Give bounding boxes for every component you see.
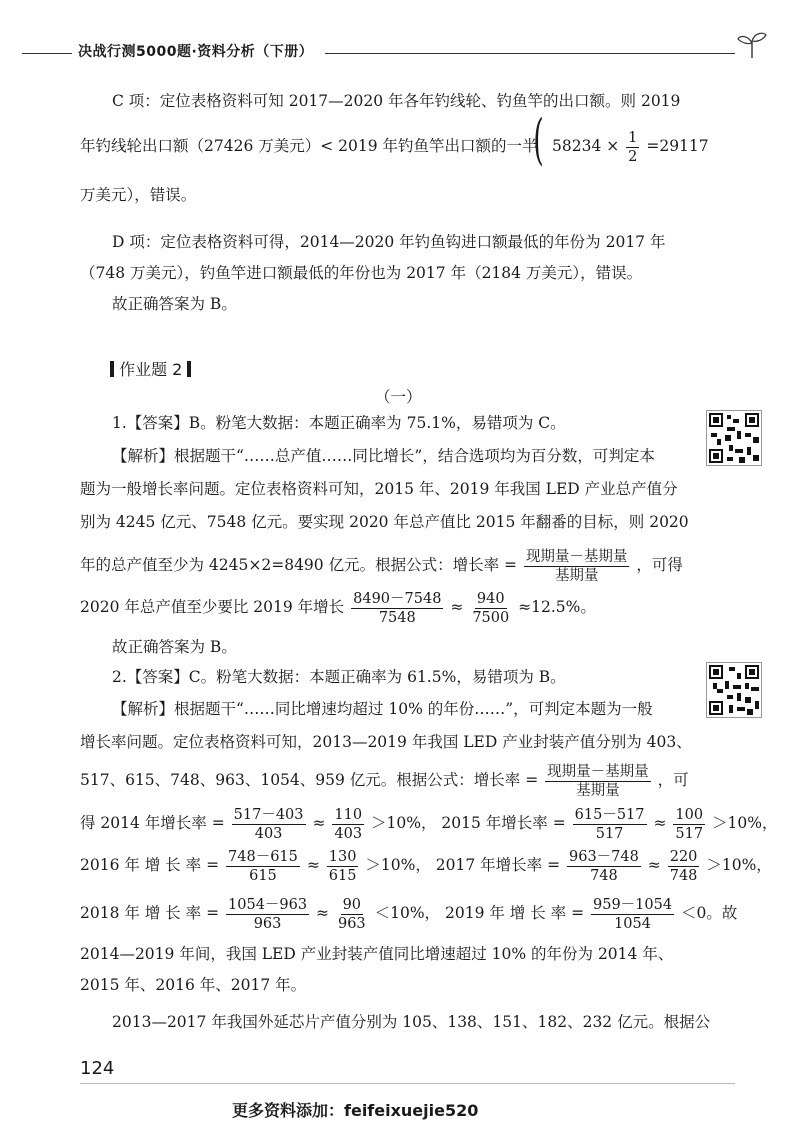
qr-pattern-icon: [707, 411, 761, 465]
fraction-numerator: 现期量－基期量: [547, 763, 649, 780]
fraction-denominator: 2: [628, 148, 638, 165]
q2-calc-row-3: [80, 893, 737, 933]
open-paren-glyph: (: [533, 108, 544, 171]
fraction-denominator: 963: [337, 915, 366, 932]
q1-formula-lead: 年的总产值至少为 4245×2=8490 亿元。根据公式：增长率 =: [80, 556, 517, 574]
growth-rate-formula: [524, 548, 630, 585]
heading-bar-right: [187, 361, 191, 377]
fraction-2015-approx: [673, 806, 705, 843]
fraction-denominator: 7548: [378, 609, 416, 626]
fraction-numerator: 615－517: [574, 806, 645, 823]
qr-code-icon[interactable]: [706, 410, 762, 466]
fraction-numerator: 1054－963: [228, 896, 308, 913]
fraction-2016-approx: [327, 848, 359, 885]
fraction-denominator: 748: [669, 867, 698, 884]
approx-sign: ≈: [316, 904, 330, 922]
fraction-2017-exact: [567, 848, 641, 885]
year-2017-label: 2017 年增长率 =: [435, 856, 561, 874]
footer-rule: [80, 1083, 735, 1084]
q1-analysis-line-3: 别为 4245 亿元、7548 亿元。要实现 2020 年总产值比 2015 年翻番的目标，则 2020: [80, 513, 689, 531]
q2-answer-line: 2.【答案】C。粉笔大数据：本题正确率为 61.5%，易错项为 B。: [112, 668, 566, 686]
growth-rate-formula: [545, 763, 651, 800]
qr-code-icon[interactable]: [706, 662, 762, 718]
year-2016-label: 2016 年 增 长 率 =: [80, 856, 220, 874]
comparison-2016: ＞10%，: [365, 856, 431, 874]
comparison-2018: ＜10%，: [374, 904, 441, 922]
fraction-denominator: 403: [334, 825, 363, 842]
q1-fraction-exact: [351, 590, 443, 627]
q1-analysis-line-5: [80, 587, 596, 627]
section-label: （一）: [375, 388, 422, 406]
qr-pattern-icon: [707, 663, 761, 717]
fraction-numerator: 748－615: [228, 848, 298, 865]
fraction-2014-approx: [332, 806, 364, 843]
q1-calc-result: ≈12.5%。: [518, 598, 596, 616]
fraction-numerator: 90: [342, 896, 362, 913]
q2-calc-row-2: [80, 845, 772, 885]
fraction-denominator: 1054: [614, 915, 651, 932]
fraction-numerator: 8490－7548: [353, 590, 442, 607]
fraction-denominator: 517: [675, 825, 704, 842]
approx-sign: ≈: [653, 814, 667, 832]
q2-calc-row-1: [80, 803, 777, 843]
para-c-line-1: C 项：定位表格资料可知 2017—2020 年各年钓线轮、钓鱼竿的出口额。则 2019: [112, 92, 681, 110]
header-rule-left: [22, 53, 72, 54]
comparison-2014: ＞10%，: [371, 814, 437, 832]
q2-analysis-line-2: 增长率问题。定位表格资料可知，2013—2019 年我国 LED 产业封装产值分别为 403、: [80, 733, 692, 751]
fraction-2018-exact: [226, 896, 309, 933]
approx-sign: ≈: [647, 856, 661, 874]
fraction-denominator: 基期量: [554, 567, 599, 584]
q2-formula-tail: ，可: [657, 771, 689, 789]
sprout-icon: [735, 30, 769, 60]
q1-analysis-line-1: 【解析】根据题干“……总产值……同比增长”，结合选项均为百分数，可判定本: [112, 447, 655, 465]
para-c-formula-base: 58234 ×: [552, 137, 620, 155]
fraction-numerator: 110: [334, 806, 363, 823]
fraction-denominator: 403: [254, 825, 283, 842]
homework-heading-text: 作业题 2: [119, 360, 183, 379]
q2-conclusion-line-2: 2015 年、2016 年、2017 年。: [80, 976, 307, 994]
fraction-2015-exact: [573, 806, 647, 843]
q1-analysis-line-4: [80, 545, 683, 585]
para-c-line-2-text: 年钓线轮出口额（27426 万美元）< 2019 年钓鱼竿出口额的一半: [80, 137, 538, 155]
q1-analysis-line-2: 题为一般增长率问题。定位表格资料可知，2015 年、2019 年我国 LED 产业总产值分: [80, 480, 678, 498]
para-d-answer: 故正确答案为 B。: [112, 295, 237, 313]
fraction-denominator: 748: [590, 867, 618, 884]
fraction-2017-approx: [668, 848, 700, 885]
year-2014-label: 得 2014 年增长率 =: [80, 814, 225, 832]
fraction-denominator: 基期量: [576, 782, 620, 799]
heading-bar-left: [110, 361, 114, 377]
fraction-numerator: 现期量－基期量: [525, 548, 628, 565]
q2-analysis-line-3: [80, 760, 689, 800]
para-c-line-3: 万美元），错误。: [80, 186, 197, 204]
fraction-denominator: 7500: [472, 609, 510, 626]
page-number: 124: [80, 1058, 115, 1079]
approx-sign: ≈: [312, 814, 326, 832]
year-2015-label: 2015 年增长率 =: [441, 814, 566, 832]
q2-conclusion-line-1: 2014—2019 年间，我国 LED 产业封装产值同比增速超过 10% 的年份为 2014 年、: [80, 945, 674, 963]
fraction-denominator: 615: [328, 867, 357, 884]
fraction-numerator: 517－403: [233, 806, 304, 823]
q1-calc-lead: 2020 年总产值至少要比 2019 年增长: [80, 598, 345, 616]
fraction-2018-approx: [336, 896, 368, 933]
header-rule-right: [325, 53, 735, 54]
comparison-2019: ＜0。故: [681, 904, 738, 922]
q2-analysis-line-1: 【解析】根据题干“……同比增速均超过 10% 的年份……”，可判定本题为一般: [112, 700, 653, 718]
half-fraction: [626, 129, 639, 166]
fraction-denominator: 963: [253, 915, 282, 932]
fraction-numerator: 220: [669, 848, 698, 865]
fraction-numerator: 959－1054: [593, 896, 673, 913]
para-c-formula-result: =29117: [646, 137, 709, 155]
approx-sign: ≈: [450, 598, 464, 616]
fraction-2016-exact: [226, 848, 300, 885]
running-header-title: 决战行测5000题·资料分析（下册）: [78, 44, 314, 60]
fraction-numerator: 963－748: [569, 848, 639, 865]
comparison-2017: ＞10%，: [706, 856, 772, 874]
fraction-numerator: 130: [328, 848, 357, 865]
q1-formula-tail: ，可得: [636, 556, 683, 574]
fraction-numerator: 100: [675, 806, 704, 823]
q1-answer: 故正确答案为 B。: [112, 638, 237, 656]
year-2018-label: 2018 年 增 长 率 =: [80, 904, 220, 922]
para-d-line-1: D 项：定位表格资料可得，2014—2020 年钓鱼钩进口额最低的年份为 2017 年: [112, 233, 666, 251]
para-c-formula: [552, 126, 709, 166]
year-2019-label: 2019 年 增 长 率 =: [444, 904, 585, 922]
homework-heading: [110, 357, 191, 380]
approx-sign: ≈: [306, 856, 320, 874]
para-c-line-2: [80, 135, 538, 157]
q1-fraction-approx: [470, 590, 511, 627]
footer-contact-text: 更多资料添加：feifeixuejie520: [232, 1101, 479, 1120]
fraction-numerator: 1: [628, 129, 638, 146]
para-d-line-2: （748 万美元），钓鱼竿进口额最低的年份也为 2017 年（2184 万美元），错误。: [80, 264, 643, 282]
fraction-2014-exact: [232, 806, 306, 843]
comparison-2015: ＞10%，: [712, 814, 778, 832]
fraction-2019-exact: [591, 896, 674, 933]
fraction-denominator: 517: [595, 825, 624, 842]
fraction-numerator: 940: [476, 590, 505, 607]
fraction-denominator: 615: [249, 867, 277, 884]
q1-answer-line: 1.【答案】B。粉笔大数据：本题正确率为 75.1%，易错项为 C。: [112, 414, 566, 432]
q2-continuation-line: 2013—2017 年我国外延芯片产值分别为 105、138、151、182、232 亿元。根据公: [112, 1013, 711, 1031]
q2-formula-lead: 517、615、748、963、1054、959 亿元。根据公式：增长率 =: [80, 771, 539, 789]
